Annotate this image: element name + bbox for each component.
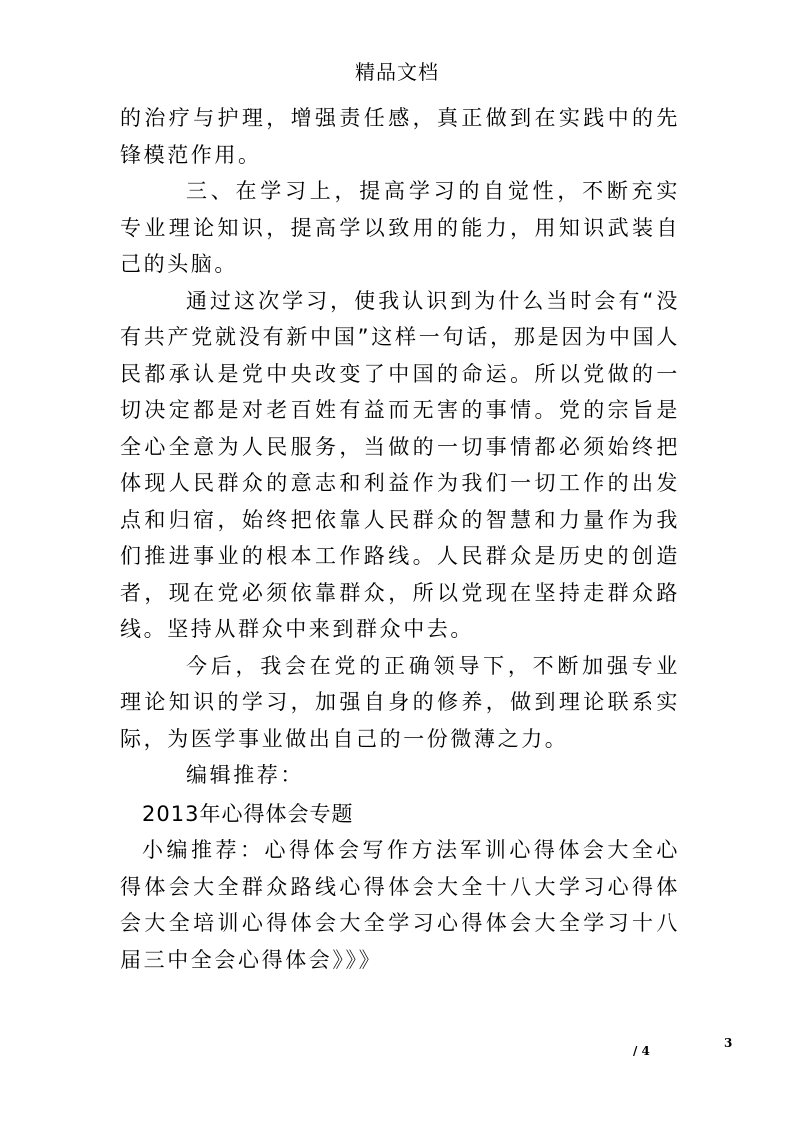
recommended-links: 小编推荐：心得体会写作方法军训心得体会大全心得体会大全群众路线心得体会大全十八大学习心得体会大全培训心得体会大全学习心得体会大全学习十八届三中全会心得体会》》》 xyxy=(120,838,680,972)
paragraph-future: 今后，我会在党的正确领导下，不断加强专业理论知识的学习，加强自身的修养，做到理论联系实际，为医学事业做出自己的一份微薄之力。 xyxy=(120,653,680,751)
page-total: / 4 xyxy=(633,1044,650,1058)
paragraph-continuation: 的治疗与护理，增强责任感，真正做到在实践中的先锋模范作用。 xyxy=(120,106,680,167)
editor-recommendation-label: 编辑推荐： xyxy=(186,763,304,787)
paragraph-reflection: 通过这次学习，使我认识到为什么当时会有“没有共产党就没有新中国”这样一句话，那是因为中国人民都承认是党中央改变了中国的命运。所以党做的一切决定都是对老百姓有益而无害的事情。党的宗旨是全心全意为人民服务，当做的一切事情都必须始终把体现人民群众的意志和利益作为我们一切工作的出发点和归宿，始终把依靠人民群众的智慧和力量作为我们推进事业的根本工作路线。人民群众是历史的创造者，现在党必须依靠群众，所以党现在坚持走群众路线。坚持从群众中来到群众中去。 xyxy=(120,288,680,641)
paragraph-study: 三、在学习上，提高学习的自觉性，不断充实专业理论知识，提高学以致用的能力，用知识武装自己的头脑。 xyxy=(120,179,680,276)
document-body xyxy=(120,100,680,978)
page-number: 3 xyxy=(724,1036,733,1050)
page-header-title: 精品文档 xyxy=(355,60,439,84)
topic-title: 2013年心得体会专题 xyxy=(142,801,354,826)
